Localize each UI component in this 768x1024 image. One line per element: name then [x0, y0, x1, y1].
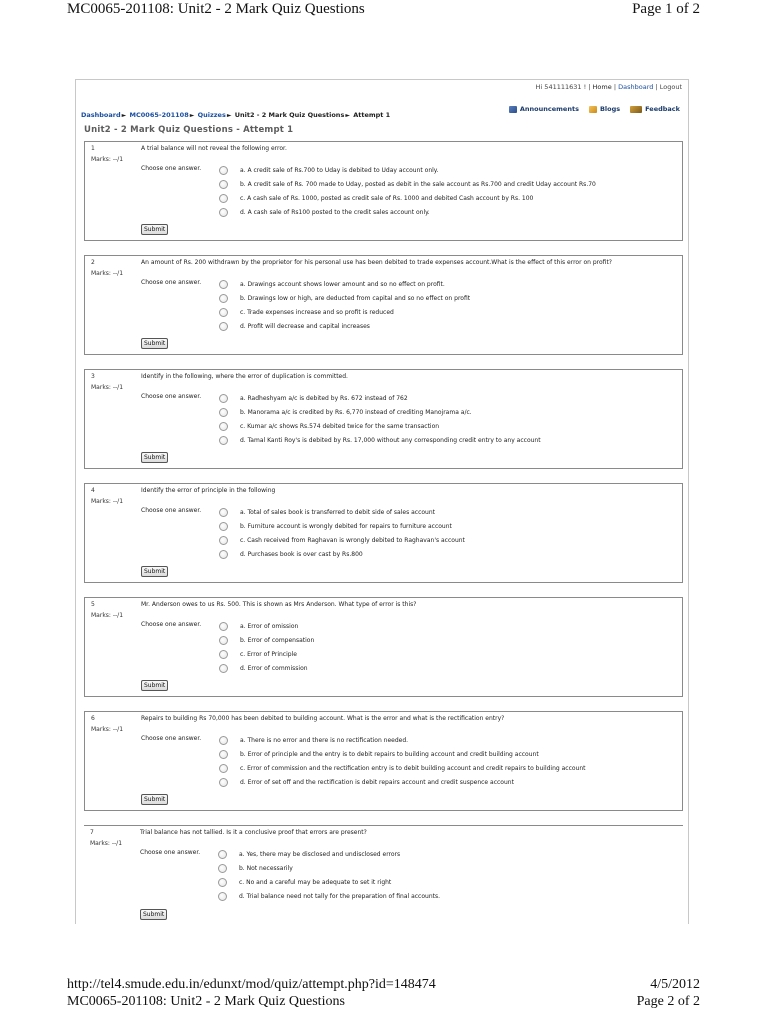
- radio-button[interactable]: [218, 850, 227, 859]
- feedback-icon: [630, 106, 642, 113]
- answer-options: [219, 505, 465, 561]
- question-marks: Marks: --/1: [91, 156, 124, 163]
- answer-options: [218, 847, 440, 903]
- answer-option[interactable]: [219, 391, 541, 405]
- choose-one-label: Choose one answer.: [141, 393, 202, 400]
- submit-button[interactable]: Submit: [141, 224, 168, 235]
- user-greeting: Hi 541111631 ! |: [535, 83, 591, 91]
- answer-option-label[interactable]: c. Kumar a/c shows Rs.574 debited twice for the same transaction: [240, 422, 440, 430]
- radio-button[interactable]: [219, 208, 228, 217]
- announcements-icon: [509, 106, 517, 113]
- radio-button[interactable]: [219, 180, 228, 189]
- answer-option[interactable]: [218, 875, 440, 889]
- answer-option-label[interactable]: d. Profit will decrease and capital increases: [240, 322, 370, 330]
- answer-option[interactable]: [219, 191, 596, 205]
- radio-button[interactable]: [219, 436, 228, 445]
- answer-option[interactable]: [219, 433, 541, 447]
- question-marks: Marks: --/1: [91, 270, 124, 277]
- breadcrumb-dashboard[interactable]: Dashboard: [81, 111, 121, 119]
- announcements-label: Announcements: [519, 105, 579, 113]
- answer-option[interactable]: [219, 733, 586, 747]
- question-block: [84, 483, 683, 583]
- submit-button[interactable]: Submit: [141, 680, 168, 691]
- question-text: Trial balance has not tallied. Is it a conclusive proof that errors are present?: [140, 829, 367, 836]
- radio-button[interactable]: [219, 280, 228, 289]
- answer-option-label[interactable]: d. Purchases book is over cast by Rs.800: [240, 550, 363, 558]
- print-header: [0, 0, 768, 22]
- question-block: [84, 369, 683, 469]
- question-marks: Marks: --/1: [91, 384, 124, 391]
- breadcrumb-arrow-icon: ►: [121, 112, 127, 119]
- print-header-title: MC0065-201108: Unit2 - 2 Mark Quiz Questions: [67, 1, 365, 17]
- answer-option-label[interactable]: d. Error of set off and the rectification is debit repairs account and credit suspence account: [240, 778, 514, 786]
- answer-option-label[interactable]: c. Error of commission and the rectification entry is to debit building account and credit repairs to building account: [240, 764, 586, 772]
- answer-option-label[interactable]: d. Tamal Kanti Roy's is debited by Rs. 17,000 without any corresponding credit entry to any account: [240, 436, 541, 444]
- answer-option-label[interactable]: c. Cash received from Raghavan is wrongly debited to Raghavan's account: [240, 536, 465, 544]
- answer-option-label[interactable]: a. Drawings account shows lower amount and so no effect on profit.: [240, 280, 445, 288]
- answer-option[interactable]: [219, 305, 470, 319]
- blogs-icon: [589, 106, 597, 113]
- logout-link[interactable]: Logout: [659, 83, 682, 91]
- question-text: An amount of Rs. 200 withdrawn by the proprietor for his personal use has been debited to trade expenses account.What is the effect of this error on profit?: [141, 259, 612, 266]
- choose-one-label: Choose one answer.: [141, 507, 202, 514]
- answer-option[interactable]: [219, 775, 586, 789]
- breadcrumb: [81, 111, 390, 119]
- home-link[interactable]: Home: [592, 83, 612, 91]
- answer-option[interactable]: [219, 647, 314, 661]
- submit-button[interactable]: Submit: [141, 794, 168, 805]
- submit-button[interactable]: Submit: [141, 338, 168, 349]
- breadcrumb-arrow-icon: ►: [345, 112, 350, 119]
- answer-option-label[interactable]: c. No and a careful may be adequate to set it right: [239, 878, 392, 886]
- answer-option-label[interactable]: a. There is no error and there is no rectification needed.: [240, 736, 409, 744]
- question-number: 4: [91, 487, 95, 494]
- announcements-link[interactable]: [509, 105, 579, 113]
- breadcrumb-quizzes[interactable]: Quizzes: [197, 111, 226, 119]
- radio-button[interactable]: [218, 878, 227, 887]
- radio-button[interactable]: [219, 308, 228, 317]
- answer-options: [219, 733, 586, 789]
- answer-option-label[interactable]: a. Radheshyam a/c is debited by Rs. 672 instead of 762: [240, 394, 408, 402]
- radio-button[interactable]: [219, 636, 228, 645]
- answer-option[interactable]: [219, 205, 596, 219]
- question-block: [84, 597, 683, 697]
- submit-button[interactable]: Submit: [141, 452, 168, 463]
- breadcrumb-current: Unit2 - 2 Mark Quiz Questions: [234, 111, 345, 119]
- question-block: [84, 255, 683, 355]
- radio-button[interactable]: [219, 650, 228, 659]
- radio-button[interactable]: [219, 664, 228, 673]
- answer-options: [219, 391, 541, 447]
- answer-option[interactable]: [219, 177, 596, 191]
- submit-button[interactable]: Submit: [141, 566, 168, 577]
- answer-option[interactable]: [219, 505, 465, 519]
- answer-options: [219, 277, 470, 333]
- answer-option-label[interactable]: a. A credit sale of Rs.700 to Uday is debited to Uday account only.: [240, 166, 439, 174]
- radio-button[interactable]: [219, 322, 228, 331]
- answer-option[interactable]: [219, 661, 314, 675]
- radio-button[interactable]: [219, 536, 228, 545]
- answer-option[interactable]: [219, 519, 465, 533]
- user-bar: [536, 83, 682, 91]
- radio-button[interactable]: [219, 194, 228, 203]
- radio-button[interactable]: [219, 764, 228, 773]
- breadcrumb-arrow-icon: ►: [226, 112, 232, 119]
- breadcrumb-attempt: Attempt 1: [353, 111, 391, 119]
- question-text: Mr. Anderson owes to us Rs. 500. This is shown as Mrs Anderson. What type of error is this?: [141, 601, 417, 608]
- choose-one-label: Choose one answer.: [141, 735, 202, 742]
- answer-option-label[interactable]: a. Yes, there may be disclosed and undisclosed errors: [239, 850, 401, 858]
- answer-option-label[interactable]: b. Drawings low or high, are deducted from capital and so no effect on profit: [240, 294, 471, 302]
- answer-option[interactable]: [219, 419, 541, 433]
- question-number: 1: [91, 145, 95, 152]
- choose-one-label: Choose one answer.: [140, 849, 201, 856]
- blogs-label: Blogs: [599, 105, 621, 113]
- radio-button[interactable]: [219, 508, 228, 517]
- question-text: A trial balance will not reveal the following error.: [141, 145, 287, 152]
- answer-option[interactable]: [219, 163, 596, 177]
- question-marks: Marks: --/1: [90, 840, 123, 847]
- radio-button[interactable]: [219, 778, 228, 787]
- radio-button[interactable]: [219, 408, 228, 417]
- answer-option-label[interactable]: b. Furniture account is wrongly debited for repairs to furniture account: [240, 522, 452, 530]
- radio-button[interactable]: [218, 892, 227, 901]
- feedback-label: Feedback: [645, 105, 680, 113]
- answer-option-label[interactable]: b. Manorama a/c is credited by Rs. 6,770 instead of crediting Manojrama a/c.: [240, 408, 472, 416]
- answer-option[interactable]: [219, 633, 314, 647]
- answer-option-label[interactable]: a. Total of sales book is transferred to debit side of sales account: [240, 508, 436, 516]
- question-block: [84, 711, 683, 811]
- question-number: 5: [91, 601, 95, 608]
- question-marks: Marks: --/1: [91, 612, 124, 619]
- answer-option-label[interactable]: d. Error of commission: [240, 664, 308, 672]
- answer-option[interactable]: [218, 889, 440, 903]
- print-footer-title: MC0065-201108: Unit2 - 2 Mark Quiz Questions: [67, 994, 345, 1009]
- radio-button[interactable]: [219, 294, 228, 303]
- blogs-link[interactable]: [589, 105, 620, 113]
- radio-button[interactable]: [218, 864, 227, 873]
- answer-option-label[interactable]: a. Error of omission: [240, 622, 299, 630]
- question-number: 6: [91, 715, 95, 722]
- question-text: Identify the error of principle in the following: [141, 487, 276, 494]
- print-footer-page: Page 2 of 2: [636, 994, 700, 1009]
- separator: |: [655, 83, 658, 91]
- top-nav: [509, 105, 680, 113]
- radio-button[interactable]: [219, 550, 228, 559]
- answer-option-label[interactable]: c. Trade expenses increase and so profit is reduced: [240, 308, 394, 316]
- quiz-page: [75, 79, 689, 924]
- answer-option[interactable]: [219, 291, 470, 305]
- question-number: 7: [90, 829, 94, 836]
- question-number: 3: [91, 373, 95, 380]
- radio-button[interactable]: [219, 736, 228, 745]
- answer-option[interactable]: [219, 761, 586, 775]
- answer-option[interactable]: [219, 277, 470, 291]
- answer-option-label[interactable]: c. A cash sale of Rs. 1000, posted as credit sale of Rs. 1000 and debited Cash account by Rs. 100: [240, 194, 534, 202]
- question-text: Repairs to building Rs 70,000 has been debited to building account. What is the error and what is the rectification entry?: [141, 715, 505, 722]
- choose-one-label: Choose one answer.: [141, 279, 202, 286]
- radio-button[interactable]: [219, 622, 228, 631]
- breadcrumb-arrow-icon: ►: [189, 112, 195, 119]
- answer-option[interactable]: [219, 319, 470, 333]
- answer-option-label[interactable]: b. Error of principle and the entry is to debit repairs to building account and credit building account: [240, 750, 539, 758]
- answer-option-label[interactable]: c. Error of Principle: [240, 650, 297, 658]
- question-text: Identify in the following, where the error of duplication is committed.: [141, 373, 348, 380]
- separator: |: [613, 83, 617, 91]
- answer-option[interactable]: [219, 405, 541, 419]
- radio-button[interactable]: [219, 394, 228, 403]
- dashboard-link[interactable]: Dashboard: [618, 83, 654, 91]
- answer-options: [219, 163, 596, 219]
- answer-option-label[interactable]: d. Trial balance need not tally for the preparation of final accounts.: [239, 892, 441, 900]
- radio-button[interactable]: [219, 750, 228, 759]
- answer-option[interactable]: [218, 847, 440, 861]
- answer-option[interactable]: [219, 747, 586, 761]
- answer-option-label[interactable]: b. Not necessarily: [239, 864, 293, 872]
- answer-options: [219, 619, 314, 675]
- choose-one-label: Choose one answer.: [141, 165, 202, 172]
- page-title: Unit2 - 2 Mark Quiz Questions - Attempt 1: [84, 125, 294, 135]
- answer-option[interactable]: [219, 619, 314, 633]
- answer-option-label[interactable]: b. Error of compensation: [240, 636, 315, 644]
- feedback-link[interactable]: [630, 105, 680, 113]
- choose-one-label: Choose one answer.: [141, 621, 202, 628]
- question-marks: Marks: --/1: [91, 726, 124, 733]
- radio-button[interactable]: [219, 166, 228, 175]
- radio-button[interactable]: [219, 422, 228, 431]
- question-block: [84, 141, 683, 241]
- radio-button[interactable]: [219, 522, 228, 531]
- submit-button[interactable]: Submit: [140, 909, 167, 920]
- question-number: 2: [91, 259, 95, 266]
- answer-option[interactable]: [219, 533, 465, 547]
- print-footer-url: http://tel4.smude.edu.in/edunxt/mod/quiz/attempt.php?id=148474: [67, 977, 436, 992]
- answer-option[interactable]: [218, 861, 440, 875]
- breadcrumb-course[interactable]: MC0065-201108: [129, 111, 189, 119]
- print-footer-date: 4/5/2012: [650, 977, 700, 992]
- answer-option-label[interactable]: d. A cash sale of Rs100 posted to the credit sales account only.: [240, 208, 430, 216]
- question-block: [84, 825, 683, 925]
- answer-option-label[interactable]: b. A credit sale of Rs. 700 made to Uday, posted as debit in the sale account as Rs.700 and credit Uday account Rs.70: [240, 180, 596, 188]
- print-header-page: Page 1 of 2: [632, 1, 700, 17]
- answer-option[interactable]: [219, 547, 465, 561]
- question-marks: Marks: --/1: [91, 498, 124, 505]
